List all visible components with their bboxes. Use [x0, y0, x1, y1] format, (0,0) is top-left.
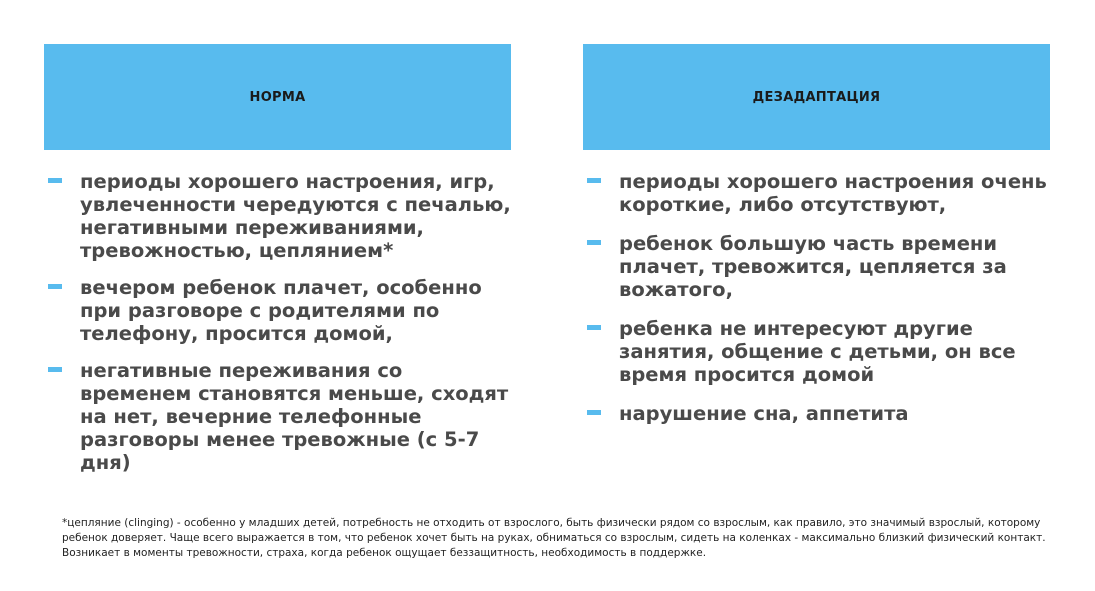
list-item — [583, 232, 1050, 301]
bullet-icon — [48, 284, 62, 289]
list-item-text: периоды хорошего настроения, игр, увлеченности чередуются с печалью, негативными переживаниями, тревожностью, цеплянием* — [80, 170, 511, 262]
norm-header: НОРМА — [44, 44, 511, 150]
norm-column — [44, 44, 511, 488]
norm-list — [44, 170, 511, 474]
list-item-text: нарушение сна, аппетита — [619, 402, 909, 425]
list-item — [44, 170, 511, 262]
maladaptation-header: ДЕЗАДАПТАЦИЯ — [583, 44, 1050, 150]
list-item — [44, 276, 511, 345]
bullet-icon — [587, 240, 601, 245]
list-item-text: негативные переживания со временем становятся меньше, сходят на нет, вечерние телефонные разговоры менее тревожные (с 5-7 дня) — [80, 359, 509, 474]
list-item-text: ребенка не интересуют другие занятия, общение с детьми, он все время просится домой — [619, 317, 1016, 386]
list-item — [583, 402, 1050, 425]
list-item — [44, 359, 511, 474]
bullet-icon — [587, 410, 601, 415]
list-item-text: периоды хорошего настроения очень короткие, либо отсутствуют, — [619, 170, 1047, 216]
bullet-icon — [587, 325, 601, 330]
footnote: *цепляние (clinging) - особенно у младших детей, потребность не отходить от взрослого, быть физически рядом со взрослым, как правило, это значимый взрослый, которому ребенок доверяет. Чаще всего выражается в том, что ребенок хочет быть на руках, обниматься со взрослым, сидеть на коленках - максимально близкий физический контакт. Возникает в моменты тревожности, страха, когда ребенок ощущает беззащитность, необходимость в поддержке. — [62, 517, 1046, 559]
list-item-text: ребенок большую часть времени плачет, тревожится, цепляется за вожатого, — [619, 232, 1007, 301]
list-item — [583, 317, 1050, 386]
maladaptation-list — [583, 170, 1050, 425]
bullet-icon — [48, 367, 62, 372]
list-item-text: вечером ребенок плачет, особенно при разговоре с родителями по телефону, просится домой, — [80, 276, 482, 345]
bullet-icon — [48, 178, 62, 183]
list-item — [583, 170, 1050, 216]
maladaptation-column — [583, 44, 1050, 441]
bullet-icon — [587, 178, 601, 183]
